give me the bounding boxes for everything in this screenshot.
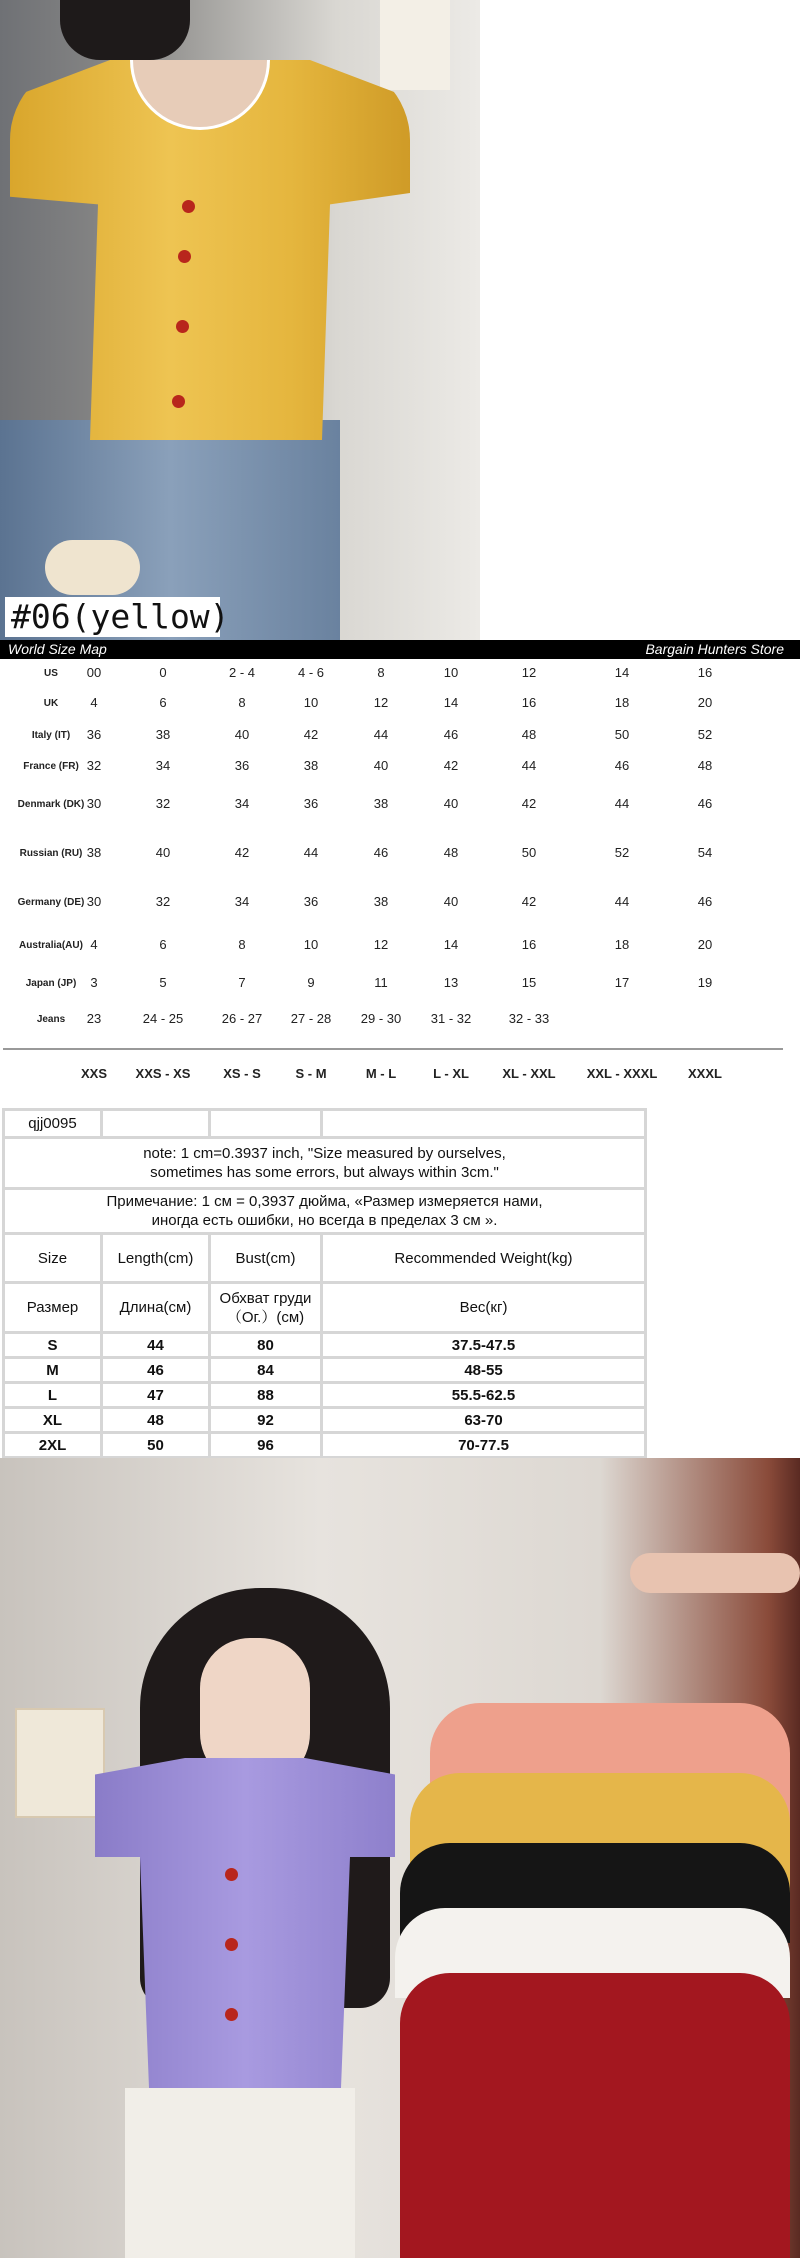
size-map-cell: 46 xyxy=(443,727,459,742)
table-row xyxy=(4,1333,646,1358)
table-cell: 63-70 xyxy=(322,1408,646,1433)
size-map-cell: 14 xyxy=(443,695,459,710)
table-cell: 55.5-62.5 xyxy=(322,1383,646,1408)
size-map-cell: 50 xyxy=(614,727,630,742)
size-map-cell: 38 xyxy=(373,894,389,909)
size-map-cell: 46 xyxy=(697,894,713,909)
table-cell: 2XL xyxy=(4,1433,102,1458)
size-map-cell: 4 - 6 xyxy=(297,665,324,680)
size-map-cell: 46 xyxy=(697,796,713,811)
size-label: XL - XXL xyxy=(502,1066,556,1081)
size-map-cell: 00 xyxy=(86,665,102,680)
note-ru-line: иногда есть ошибки, но всегда в пределах 3 см ». xyxy=(151,1212,498,1229)
size-map-cell: 23 xyxy=(86,1011,102,1026)
size-map-cell: 16 xyxy=(697,665,713,680)
size-map-cell: 32 - 33 xyxy=(508,1011,550,1026)
note-russian xyxy=(4,1189,646,1234)
size-map-cell: 4 xyxy=(90,937,98,952)
size-map-cell: 7 xyxy=(238,975,246,990)
table-cell: 88 xyxy=(210,1383,322,1408)
size-map-cell: 40 xyxy=(443,894,459,909)
color-variant-label: #06(yellow) xyxy=(5,597,220,637)
size-map-cell: 38 xyxy=(303,758,319,773)
table-cell: 48 xyxy=(102,1408,210,1433)
size-map-cell: 34 xyxy=(234,894,250,909)
table-cell: L xyxy=(4,1383,102,1408)
table-cell: 80 xyxy=(210,1333,322,1358)
header-cell: Size xyxy=(4,1234,102,1283)
table-cell: 70-77.5 xyxy=(322,1433,646,1458)
size-map-cell: 8 xyxy=(377,665,385,680)
size-map-cell: 40 xyxy=(155,845,171,860)
size-map-cell: 10 xyxy=(443,665,459,680)
size-map-cell: 32 xyxy=(86,758,102,773)
size-map-cell: 16 xyxy=(521,937,537,952)
size-map-cell: 19 xyxy=(697,975,713,990)
size-label: XXS - XS xyxy=(135,1066,191,1081)
size-map-cell: 36 xyxy=(86,727,102,742)
size-map-cell: 30 xyxy=(86,796,102,811)
size-map-cell: 42 xyxy=(521,894,537,909)
size-label: M - L xyxy=(365,1066,397,1081)
size-map-cell: 18 xyxy=(614,695,630,710)
size-map-cell: 20 xyxy=(697,695,713,710)
size-map-cell: 38 xyxy=(373,796,389,811)
size-map-cell: 26 - 27 xyxy=(221,1011,263,1026)
size-map-cell: 36 xyxy=(303,796,319,811)
store-name: Bargain Hunters Store xyxy=(645,641,784,657)
table-cell: 46 xyxy=(102,1358,210,1383)
size-label: XXS xyxy=(80,1066,107,1081)
size-label: L - XL xyxy=(433,1066,469,1081)
size-map-cell: 3 xyxy=(90,975,98,990)
size-label: XXL - XXXL xyxy=(586,1066,658,1081)
size-map-row-label: UK xyxy=(43,698,59,709)
table-cell: 47 xyxy=(102,1383,210,1408)
size-map-cell: 10 xyxy=(303,695,319,710)
table-cell: 44 xyxy=(102,1333,210,1358)
header-cell: Размер xyxy=(4,1283,102,1333)
table-cell: 84 xyxy=(210,1358,322,1383)
table-cell: 37.5-47.5 xyxy=(322,1333,646,1358)
header-cell: Bust(cm) xyxy=(210,1234,322,1283)
table-cell: 96 xyxy=(210,1433,322,1458)
size-map-cell: 17 xyxy=(614,975,630,990)
size-map-cell: 44 xyxy=(521,758,537,773)
header-cell: Обхват груди （Ог.）(см) xyxy=(210,1283,322,1333)
note-english xyxy=(4,1138,646,1189)
table-cell: M xyxy=(4,1358,102,1383)
table-cell: 50 xyxy=(102,1433,210,1458)
size-map-cell: 34 xyxy=(155,758,171,773)
size-map-cell: 32 xyxy=(155,796,171,811)
size-map-cell: 44 xyxy=(614,894,630,909)
header-cell: Length(cm) xyxy=(102,1234,210,1283)
size-map-row-label: Australia(AU) xyxy=(19,940,83,951)
size-map-cell: 16 xyxy=(521,695,537,710)
size-map-cell: 31 - 32 xyxy=(430,1011,472,1026)
size-map-row-label: Jeans xyxy=(36,1014,66,1025)
size-map-row-label: US xyxy=(44,668,58,679)
size-label: XS - S xyxy=(223,1066,261,1081)
note-en-line: sometimes has some errors, but always within 3cm." xyxy=(150,1164,499,1181)
size-map-cell: 2 - 4 xyxy=(228,665,255,680)
size-map-row-label: Italy (IT) xyxy=(31,730,71,741)
size-map-cell: 32 xyxy=(155,894,171,909)
product-photo-colors xyxy=(0,1458,800,2258)
size-map-row-label: France (FR) xyxy=(23,761,79,772)
size-map-cell: 12 xyxy=(373,695,389,710)
table-row xyxy=(4,1433,646,1458)
size-map-cell: 38 xyxy=(155,727,171,742)
size-map-row-label: Germany (DE) xyxy=(17,897,85,908)
size-map-cell: 29 - 30 xyxy=(360,1011,402,1026)
size-map-cell: 12 xyxy=(373,937,389,952)
size-map-cell: 6 xyxy=(159,695,167,710)
size-map-cell: 36 xyxy=(234,758,250,773)
size-map-header xyxy=(0,640,800,659)
size-map-cell: 8 xyxy=(238,937,246,952)
header-cell: Длина(см) xyxy=(102,1283,210,1333)
size-map-cell: 4 xyxy=(90,695,98,710)
size-map-cell: 27 - 28 xyxy=(290,1011,332,1026)
size-map-cell: 18 xyxy=(614,937,630,952)
size-map-cell: 20 xyxy=(697,937,713,952)
size-map-cell: 44 xyxy=(373,727,389,742)
size-map-cell: 46 xyxy=(373,845,389,860)
table-cell: XL xyxy=(4,1408,102,1433)
divider xyxy=(3,1048,783,1050)
table-cell: 48-55 xyxy=(322,1358,646,1383)
size-map-row-label: Russian (RU) xyxy=(19,848,83,859)
size-label: S - M xyxy=(295,1066,327,1081)
size-map-cell: 44 xyxy=(303,845,319,860)
header-row-ru xyxy=(4,1283,646,1333)
size-map-cell: 52 xyxy=(614,845,630,860)
header-cell: Вес(кг) xyxy=(322,1283,646,1333)
size-map-cell: 42 xyxy=(303,727,319,742)
size-map-cell: 48 xyxy=(697,758,713,773)
size-map-cell: 52 xyxy=(697,727,713,742)
size-map-title: World Size Map xyxy=(8,641,107,657)
size-map-cell: 36 xyxy=(303,894,319,909)
size-map-cell: 34 xyxy=(234,796,250,811)
size-map-cell: 6 xyxy=(159,937,167,952)
size-map-cell: 48 xyxy=(521,727,537,742)
size-map-cell: 5 xyxy=(159,975,167,990)
table-row xyxy=(4,1358,646,1383)
size-map-row-label: Japan (JP) xyxy=(25,978,77,989)
size-map-cell: 11 xyxy=(374,975,388,990)
table-row xyxy=(4,1383,646,1408)
product-photo-yellow xyxy=(0,0,480,640)
table-cell: S xyxy=(4,1333,102,1358)
table-cell: 92 xyxy=(210,1408,322,1433)
size-map-cell: 10 xyxy=(303,937,319,952)
product-code: qjj0095 xyxy=(4,1110,102,1138)
size-map-cell: 42 xyxy=(443,758,459,773)
table-row xyxy=(4,1408,646,1433)
size-map-cell: 30 xyxy=(86,894,102,909)
size-map-cell: 14 xyxy=(443,937,459,952)
size-map-cell: 44 xyxy=(614,796,630,811)
size-map-cell: 40 xyxy=(373,758,389,773)
size-map-cell: 0 xyxy=(159,665,167,680)
size-map-cell: 40 xyxy=(443,796,459,811)
header-row-en xyxy=(4,1234,646,1283)
note-ru-line: Примечание: 1 см = 0,3937 дюйма, «Размер измеряется нами, xyxy=(106,1193,543,1210)
size-map-cell: 40 xyxy=(234,727,250,742)
size-map-cell: 14 xyxy=(614,665,630,680)
size-map-cell: 12 xyxy=(521,665,537,680)
size-map-cell: 15 xyxy=(521,975,537,990)
size-map-cell: 42 xyxy=(521,796,537,811)
size-map-cell: 50 xyxy=(521,845,537,860)
size-map-cell: 48 xyxy=(443,845,459,860)
size-label: XXXL xyxy=(688,1066,722,1081)
size-map-cell: 13 xyxy=(443,975,459,990)
size-map-cell: 46 xyxy=(614,758,630,773)
measurement-table xyxy=(2,1108,647,1459)
header-cell: Recommended Weight(kg) xyxy=(322,1234,646,1283)
size-map-cell: 24 - 25 xyxy=(142,1011,184,1026)
size-map-cell: 38 xyxy=(86,845,102,860)
note-en-line: note: 1 cm=0.3937 inch, "Size measured by ourselves, xyxy=(143,1145,506,1162)
size-map-cell: 9 xyxy=(307,975,315,990)
size-map-cell: 42 xyxy=(234,845,250,860)
size-map-cell: 8 xyxy=(238,695,246,710)
size-map-cell: 54 xyxy=(697,845,713,860)
size-map-row-label: Denmark (DK) xyxy=(17,799,85,810)
